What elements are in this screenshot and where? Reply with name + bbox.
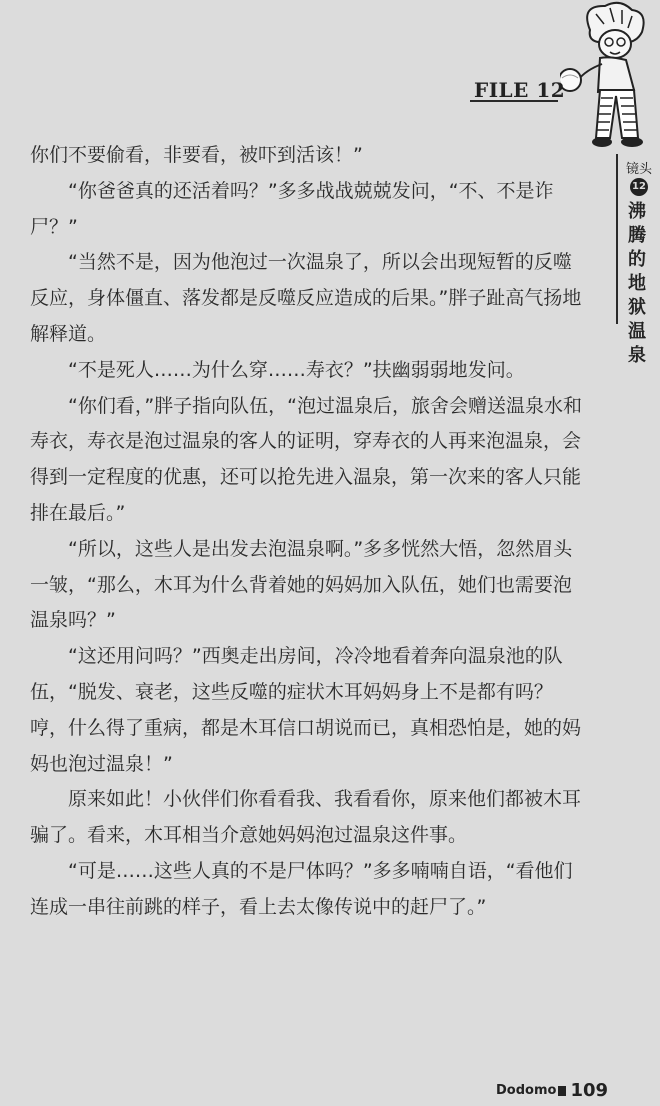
page-number: 109	[570, 1080, 609, 1101]
paragraph: “你爸爸真的还活着吗？”多多战战兢兢发问，“不、不是诈尸？”	[30, 179, 554, 238]
paragraph: 原来如此！小伙伴们你看看我、我看看你，原来他们都被木耳骗了。看来，木耳相当介意她妈妈泡过温泉这件事。	[30, 788, 582, 847]
header-rule	[470, 100, 558, 102]
paragraph: “不是死人……为什么穿……寿衣？”扶幽弱弱地发问。	[68, 358, 525, 381]
paragraph: “这还用问吗？”西奥走出房间，冷冷地看着奔向温泉池的队伍，“脱发、衰老，这些反噬的症状木耳妈妈身上不是都有吗？哼，什么得了重病，都是木耳信口胡说而已，真相恐怕是，她的妈妈也泡过温泉！”	[30, 645, 582, 775]
paragraph: “当然不是，因为他泡过一次温泉了，所以会出现短暂的反噬反应，身体僵直、落发都是反噬反应造成的后果。”胖子趾高气扬地解释道。	[30, 251, 582, 345]
chapter-file-label: FILE 12	[474, 78, 566, 102]
paragraph: 你们不要偷看，非要看，被吓到活该！”	[30, 144, 363, 166]
footer-brand: Dodomo	[496, 1083, 557, 1098]
chapter-side-tab	[616, 154, 660, 366]
body-text	[30, 138, 590, 926]
page-footer	[496, 1080, 608, 1101]
paragraph: “所以，这些人是出发去泡温泉啊。”多多恍然大悟，忽然眉头一皱，“那么，木耳为什么背着她的妈妈加入队伍，她们也需要泡温泉吗？”	[30, 537, 573, 632]
chapter-number-badge: 12	[630, 178, 648, 196]
mascot-illustration	[560, 0, 660, 150]
chapter-title-vertical: 沸腾的地狱温泉	[628, 201, 646, 366]
paragraph: “可是……这些人真的不是尸体吗？”多多喃喃自语，“看他们连成一串往前跳的样子，看上去太像传说中的赶尸了。”	[30, 859, 573, 918]
paragraph: “你们看，”胖子指向队伍，“泡过温泉后，旅舍会赠送温泉水和寿衣，寿衣是泡过温泉的客人的证明，穿寿衣的人再来泡温泉，会得到一定程度的优惠，还可以抢先进入温泉，第一次来的客人只能排在最后。”	[30, 394, 583, 524]
side-tab-heading: 镜头	[626, 162, 653, 177]
footer-square-icon	[558, 1086, 566, 1096]
